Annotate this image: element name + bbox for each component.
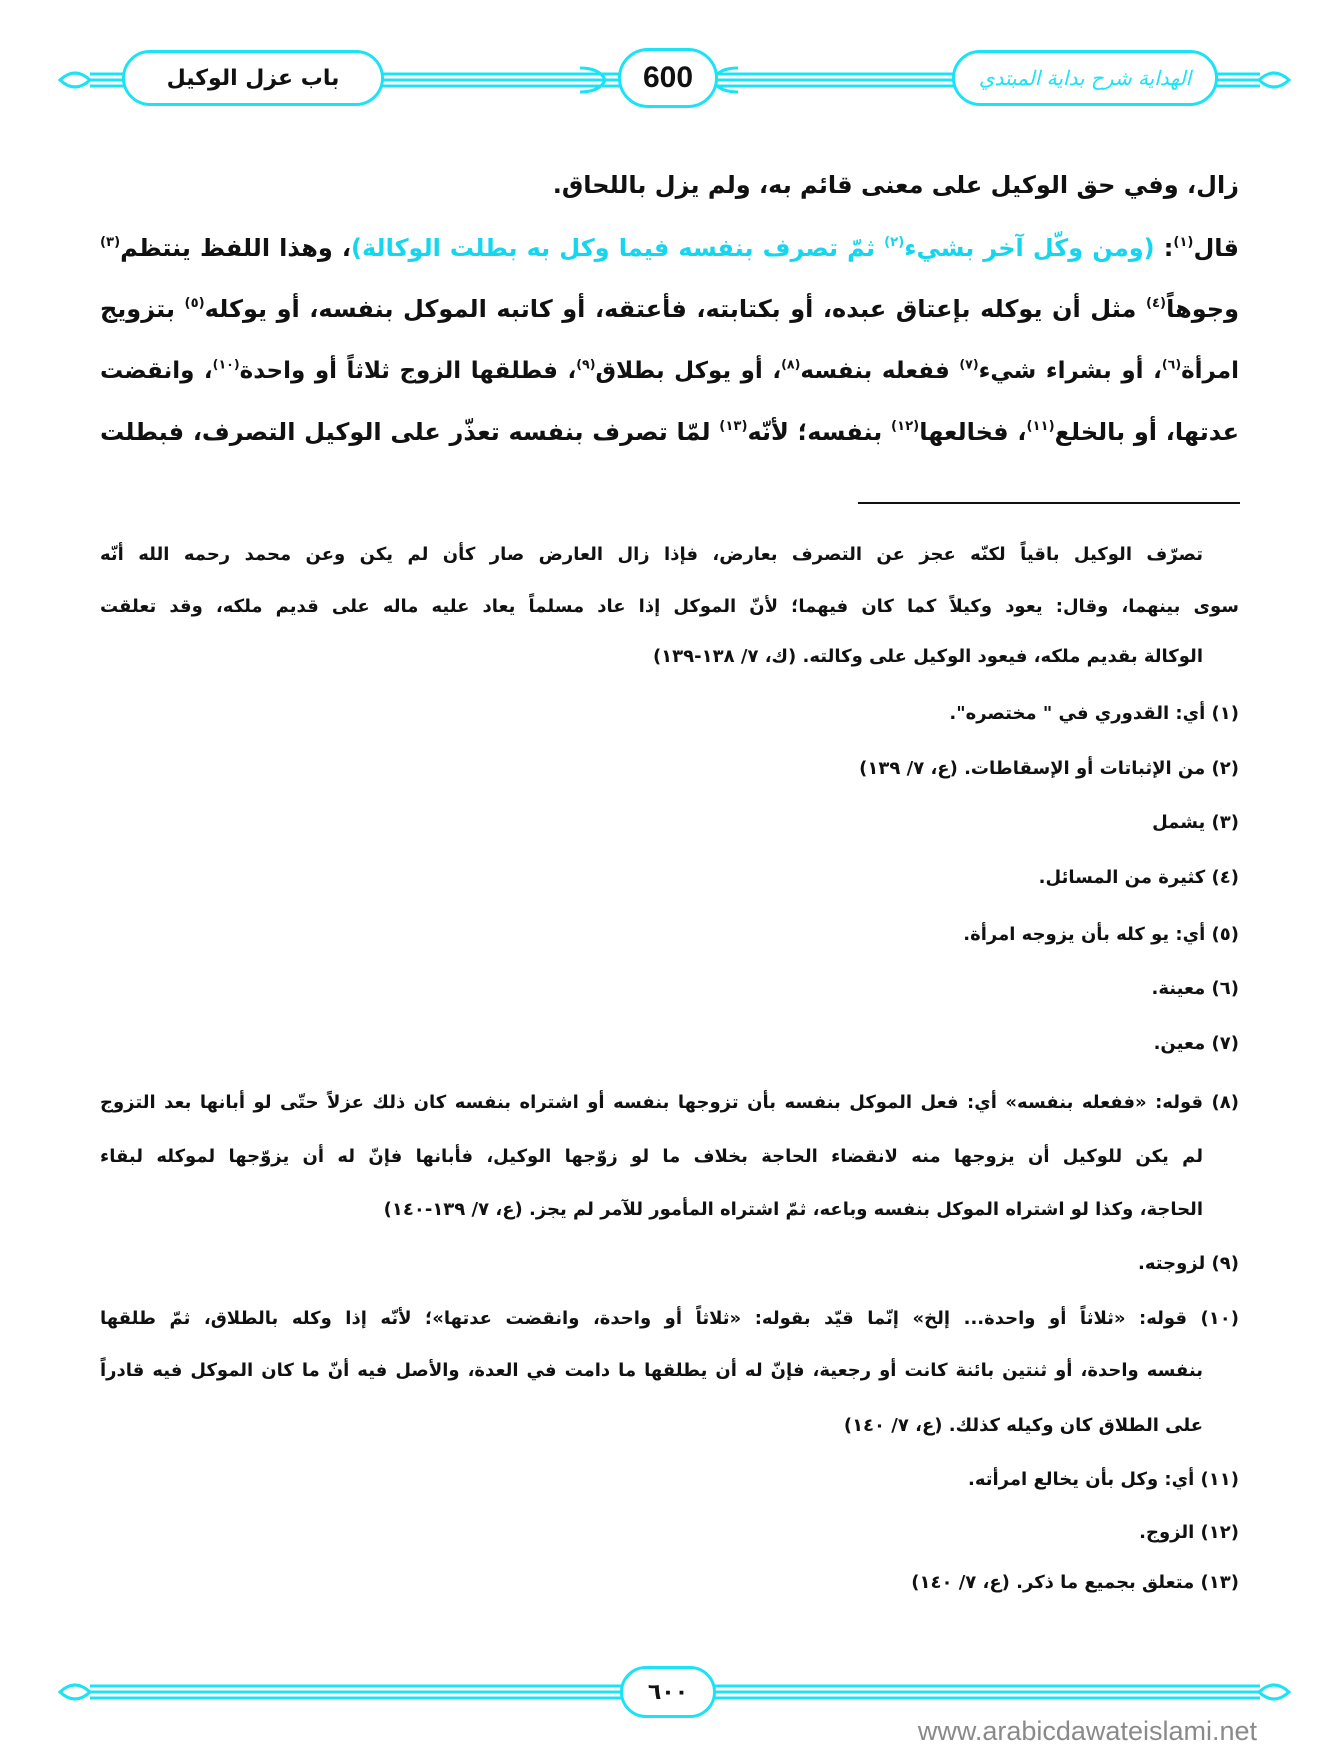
text-segment: (٤) كثيرة من المسائل.	[1038, 867, 1239, 888]
footnote-ref[interactable]: (٤)	[1145, 296, 1167, 312]
footnote-ref[interactable]: (٩)	[576, 356, 596, 372]
text-segment: (٩) لزوجته.	[1138, 1253, 1239, 1274]
footnote-ref[interactable]: (١١)	[1026, 419, 1055, 435]
text-segment: ، وانقضت	[100, 358, 213, 384]
text-segment: (٦) معينة.	[1151, 978, 1239, 999]
text-segment: عدتها، أو بالخلع	[1054, 418, 1239, 446]
footnote-line	[100, 1248, 1239, 1280]
footnote-line	[100, 1464, 1239, 1496]
page-number-pill	[618, 48, 718, 108]
footnote-separator	[858, 502, 1240, 504]
text-segment: ، أو بشراء شيء	[978, 358, 1162, 384]
text-segment: مثل أن يوكله بإعتاق عبده، أو بكتابته، فأعتقه، أو كاتبه الموكل بنفسه، أو يوكله	[204, 295, 1146, 323]
footnote-line	[100, 973, 1239, 1005]
footnote-line	[100, 1141, 1203, 1173]
text-segment: ، فخالعها	[919, 418, 1027, 446]
text-segment: :	[1154, 234, 1174, 262]
text-segment: الحاجة، وكذا لو اشتراه الموكل بنفسه وباعه، ثمّ اشتراه المأمور للآمر لم يجز. (ع، ٧/ ١٣٩-١٤٠)	[383, 1199, 1203, 1220]
page-number: 600	[642, 61, 694, 94]
text-segment: بتزويج	[100, 295, 185, 323]
text-segment: (٥) أي: يو كله بأن يزوجه امرأة.	[963, 924, 1239, 945]
text-line	[100, 351, 1239, 391]
footnote-ref[interactable]: (٨)	[781, 356, 801, 372]
footnote-ref[interactable]: (١٣)	[719, 419, 748, 435]
footer-page-number: ٦٠٠	[647, 1679, 689, 1705]
text-line	[100, 165, 1239, 205]
footnote-line	[100, 1410, 1203, 1442]
text-segment: على الطلاق كان وكيله كذلك. (ع، ٧/ ١٤٠)	[843, 1415, 1203, 1436]
footnote-ref[interactable]: (٦)	[1161, 356, 1182, 372]
header-frame	[0, 48, 1319, 112]
text-segment: ففعله بنفسه	[800, 358, 960, 384]
watermark: www.arabicdawateislami.net	[917, 1716, 1257, 1746]
footnote-ref[interactable]: (١٠)	[212, 356, 240, 372]
text-line	[100, 289, 1239, 329]
text-segment: قال	[1193, 234, 1240, 262]
footnote-line	[100, 698, 1239, 730]
text-segment: ، أو يوكل بطلاق	[595, 358, 782, 384]
text-segment: تصرّف الوكيل باقياً لكنّه عجز عن التصرف بعارض، فإذا زال العارض صار كأن لم يكن وعن محمد رحمه الله أنّه	[100, 544, 1203, 565]
footnote-ref[interactable]: (٧)	[959, 356, 979, 372]
footnote-line	[100, 1194, 1203, 1226]
text-segment: لمّا تصرف بنفسه تعذّر على الوكيل التصرف، فبطلت	[100, 418, 720, 446]
footnote-line	[100, 1355, 1203, 1387]
footnote-line	[100, 591, 1239, 623]
text-segment: زال، وفي حق الوكيل على معنى قائم به، ولم يزل باللحاق.	[552, 171, 1239, 199]
footnote-line	[100, 807, 1239, 839]
book-title: الهداية شرح بداية المبتدي	[978, 66, 1192, 90]
footer-frame	[0, 1664, 1319, 1720]
text-segment: (١) أي: القدوري في " مختصره".	[949, 703, 1239, 724]
footnote-line	[100, 1303, 1239, 1335]
text-segment: ، فطلقها الزوج ثلاثاً أو واحدة	[239, 358, 577, 384]
chapter-title: باب عزل الوكيل	[166, 65, 340, 91]
footnote-line	[100, 641, 1203, 673]
text-segment: (١١) أي: وكل بأن يخالع امرأته.	[968, 1469, 1239, 1490]
footnote-line	[100, 919, 1239, 951]
footnote-ref[interactable]: (٣)	[100, 235, 121, 251]
text-segment: (٨) قوله: «ففعله بنفسه» أي: فعل الموكل بنفسه بأن تزوجها بنفسه أو اشتراه بنفسه كان ذلك عزلاً حتّى لو أبانها بعد التزوج	[100, 1092, 1239, 1113]
text-segment: امرأة	[1181, 358, 1239, 384]
footnote-line	[100, 862, 1239, 894]
text-segment: (٧) معين.	[1153, 1033, 1239, 1054]
text-segment: (٢) من الإثباتات أو الإسقاطات. (ع، ٧/ ١٣٩)	[859, 758, 1239, 779]
text-segment: (٣) يشمل	[1152, 812, 1239, 833]
text-segment: ، وهذا اللفظ ينتظم	[120, 234, 352, 262]
matn-text: ثمّ تصرف بنفسه فيما وكل به بطلت الوكالة)	[351, 234, 885, 262]
footnote-line	[100, 1087, 1239, 1119]
text-segment: سوى بينهما، وقال: يعود وكيلاً كما كان فيهما؛ لأنّ الموكل إذا عاد مسلماً يعاد عليه ماله على قديم ملكه، وقد تعلقت	[100, 596, 1239, 617]
text-line	[100, 412, 1239, 452]
text-segment: وجوهاً	[1166, 295, 1239, 323]
footnote-ref[interactable]: (١)	[1173, 235, 1194, 251]
footnote-line	[100, 539, 1203, 571]
footnote-ref[interactable]: (١٢)	[891, 419, 920, 435]
footnote-line	[100, 1517, 1239, 1549]
text-segment: لم يكن للوكيل أن يزوجها منه لانقضاء الحاجة بخلاف ما لو زوّجها الوكيل، فأبانها فإنّ له أن يزوّجها لموكله لبقاء	[100, 1146, 1203, 1167]
text-segment: الوكالة بقديم ملكه، فيعود الوكيل على وكالته. (ك، ٧/ ١٣٨-١٣٩)	[652, 646, 1203, 667]
text-segment: (١٣) متعلق بجميع ما ذكر. (ع، ٧/ ١٤٠)	[911, 1572, 1239, 1593]
footnote-ref[interactable]: (٥)	[184, 296, 205, 312]
text-segment: بنفسه واحدة، أو ثنتين بائنة كانت أو رجعية، فإنّ له أن يطلقها ما دامت في العدة، والأصل فيه أنّ ما كان الموكل فيه قادراً	[100, 1360, 1203, 1381]
footnote-line	[100, 1567, 1239, 1599]
text-line	[100, 228, 1239, 268]
footnote-line	[100, 753, 1239, 785]
text-segment: (١٢) الزوج.	[1139, 1522, 1239, 1543]
footnote-line	[100, 1028, 1239, 1060]
chapter-title-pill	[122, 50, 384, 106]
text-segment: بنفسه؛ لأنّه	[747, 418, 892, 446]
footnote-ref[interactable]: (٢)	[884, 235, 905, 251]
footer-page-pill	[620, 1666, 716, 1718]
text-segment: (١٠) قوله: «ثلاثاً أو واحدة... إلخ» إنّما قيّد بقوله: «ثلاثاً أو واحدة، وانقضت عدتها»؛ لأنّه إذا وكله بالطلاق، ثمّ طلقها	[100, 1308, 1239, 1329]
book-title-logo	[952, 50, 1218, 106]
matn-text: (ومن وكّل آخر بشيء	[904, 234, 1155, 262]
